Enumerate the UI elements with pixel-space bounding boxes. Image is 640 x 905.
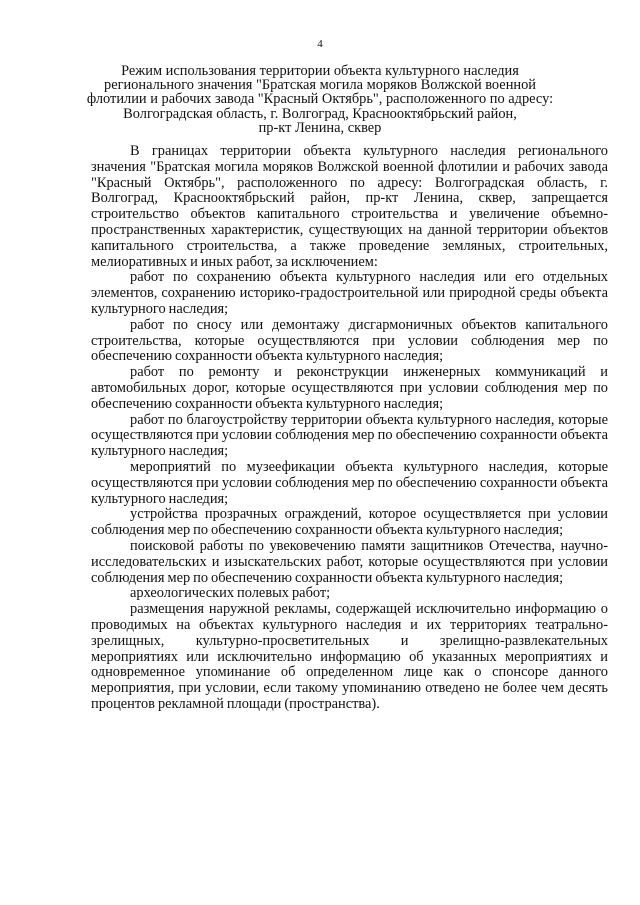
page-number: 4 bbox=[317, 38, 323, 50]
exception-item: поисковой работы по увековечению памяти защитников Отечества, научно-исследовательских и изыскательских работ, которые осуществляются при условии соблюдения мер по обеспечению сохранности объекта культурного наследия; bbox=[91, 537, 608, 586]
document-body bbox=[91, 144, 608, 713]
document-title bbox=[80, 64, 560, 135]
exception-item: работ по благоустройству территории объекта культурного наследия, которые осуществляются при условии соблюдения мер по обеспечению сохранности объекта культурного наследия; bbox=[91, 411, 608, 460]
exception-item: работ по ремонту и реконструкции инженерных коммуникаций и автомобильных дорог, которые осуществляются при условии соблюдения мер по обеспечению сохранности объекта культурного наследия; bbox=[91, 364, 608, 412]
title-line: флотилии и рабочих завода "Красный Октябрь", расположенного по адресу: bbox=[86, 91, 554, 108]
exception-item: работ по сохранению объекта культурного наследия или его отдельных элементов, сохранению историко-градостроительной или природной среды объекта культурного наследия; bbox=[91, 269, 608, 317]
exception-item: устройства прозрачных ограждений, которое осуществляется при условии соблюдения мер по обеспечению сохранности объекта культурного наследия; bbox=[91, 506, 608, 539]
exception-item: размещения наружной рекламы, содержащей исключительно информацию о проводимых на объектах культурного наследия и их территориях театрально-зрелищных, культурно-просветительных и зрелищно-развлекательных мероприятиях или исключительно информацию об указанных мероприятиях и одновременное упоминание об определенном лице как о спонсоре данного мероприятия, при условии, если такому упоминанию отведено не более чем десять процентов рекламной площади (пространства). bbox=[91, 601, 608, 712]
title-line: Режим использования территории объекта культурного наследия bbox=[121, 63, 519, 79]
exception-item: мероприятий по музеефикации объекта культурного наследия, которые осуществляются при условии соблюдения мер по обеспечению сохранности объекта культурного наследия; bbox=[91, 458, 608, 507]
title-line: пр-кт Ленина, сквер bbox=[258, 119, 382, 136]
title-line: регионального значения "Братская могила моряков Волжской военной bbox=[104, 77, 536, 94]
exception-item: работ по сносу или демонтажу дисгармоничных объектов капитального строительства, которые осуществляются при условии соблюдения мер по обеспечению сохранности объекта культурного наследия; bbox=[91, 316, 608, 365]
title-line: Волгоградская область, г. Волгоград, Краснооктябрьский район, bbox=[123, 105, 517, 122]
intro-paragraph: В границах территории объекта культурного наследия регионального значения "Братская могила моряков Волжской военной флотилии и рабочих завода "Красный Октябрь", расположенного по адресу: Волгоградская область, г. Волгоград, Краснооктябрьский район, пр-кт Ленина, сквер, запрещается строительство объектов капитального строительства и увеличение объемно-пространственных характеристик, существующих на данной территории объектов капитального строительства, а также проведение земляных, строительных, мелиоративных и иных работ, за исключением: bbox=[91, 143, 608, 270]
exception-item: археологических полевых работ; bbox=[130, 585, 331, 602]
